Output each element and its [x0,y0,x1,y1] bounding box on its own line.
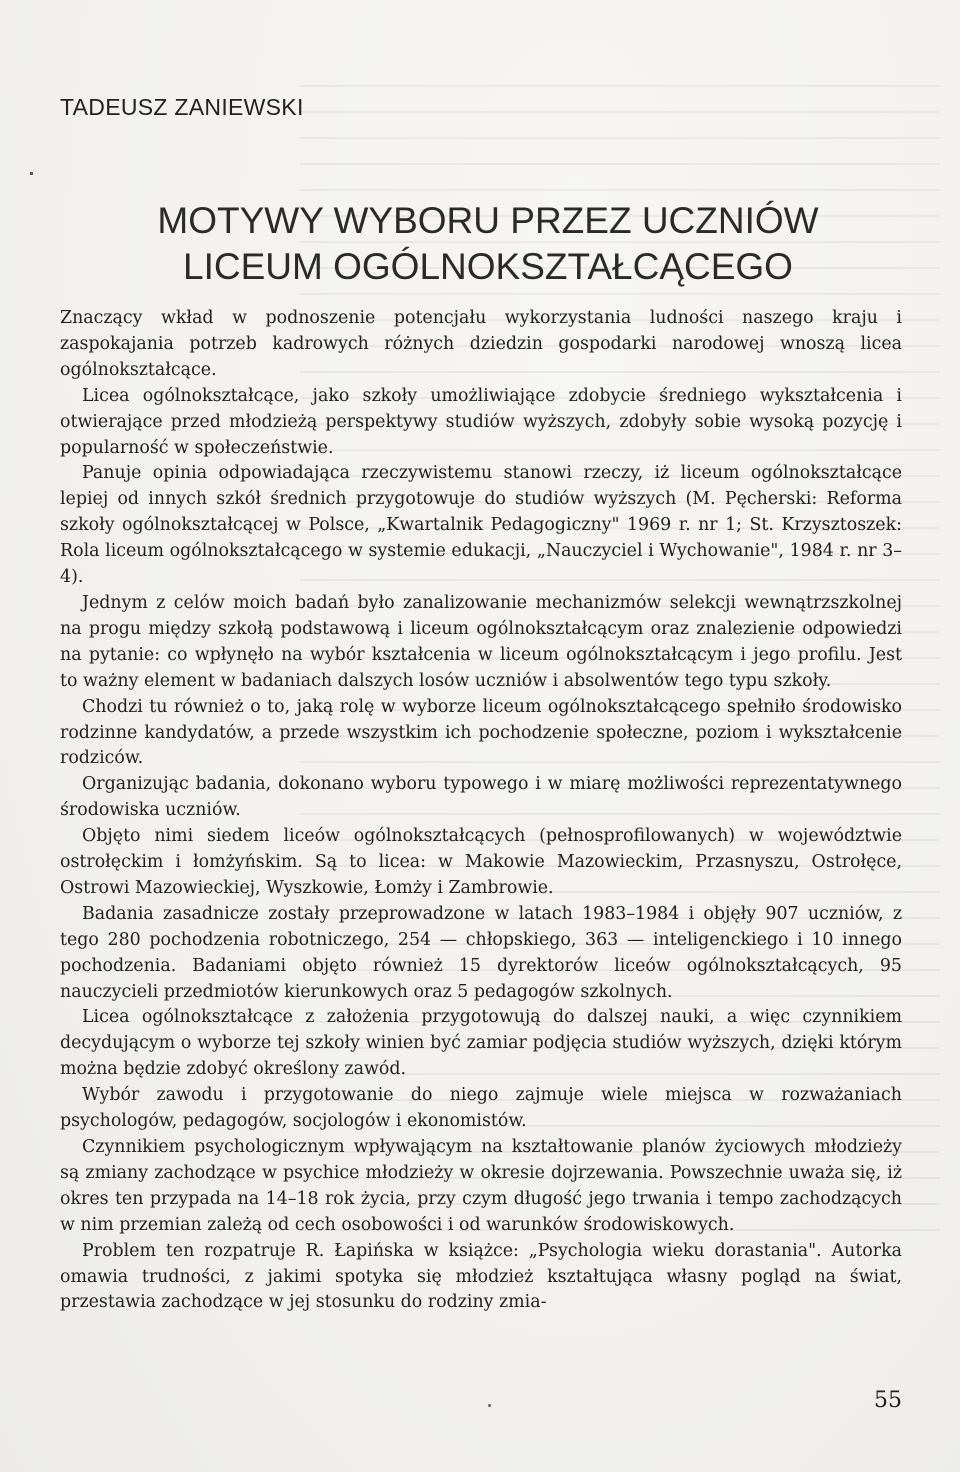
article-body [60,306,902,1316]
scan-mark [30,172,33,175]
paragraph: Licea ogólnokształcące, jako szkoły umożliwiające zdobycie średniego wykształcenia i otwierające przed młodzieżą perspektywy studiów wyższych, zdobyły sobie wysoką pozycję i popularność w społeczeństwie. [60,385,902,458]
paragraph: Objęto nimi siedem liceów ogólnokształcących (pełnosprofilowanych) w województwie ostrołęckim i łomżyńskim. Są to licea: w Makowie Mazowieckim, Przasnyszu, Ostrołęce, Ostrowi Mazowieckiej, Wyszkowie, Łomży i Zambrowie. [60,826,902,898]
paragraph: Organizując badania, dokonano wyboru typowego i w miarę możliwości reprezentatywnego środowiska uczniów. [60,774,902,821]
page-number: 55 [874,1388,902,1413]
author-name: TADEUSZ ZANIEWSKI [60,94,304,120]
article-title-line-2: LICEUM OGÓLNOKSZTAŁCĄCEGO [183,246,793,287]
paragraph: Wybór zawodu i przygotowanie do niego zajmuje wiele miejsca w rozważaniach psychologów, pedagogów, socjologów i ekonomistów. [60,1085,902,1132]
paragraph: Badania zasadnicze zostały przeprowadzone w latach 1983–1984 i objęły 907 uczniów, z tego 280 pochodzenia robotniczego, 254 — chłopskiego, 363 — inteligenckiego i 10 innego pochodzenia. Badaniami objęto również 15 dyrektorów liceów ogólnokształcących, 95 nauczycieli przedmiotów kierunkowych oraz 5 pedagogów szkolnych. [60,903,902,1002]
paragraph: Czynnikiem psychologicznym wpływającym na kształtowanie planów życiowych młodzieży są zmiany zachodzące w psychice młodzieży w okresie dojrzewania. Powszechnie uważa się, iż okres ten przypada na 14–18 rok życia, przy czym długość jego trwania i tempo zachodzących w nim przemian zależą od cech osobowości i od warunków środowiskowych. [60,1137,902,1235]
article-title [108,198,868,290]
article-title-line-1: MOTYWY WYBORU PRZEZ UCZNIÓW [157,200,819,241]
paragraph: Znaczący wkład w podnoszenie potencjału wykorzystania ludności naszego kraju i zaspokajania potrzeb kadrowych różnych dziedzin gospodarki narodowej wnoszą licea ogólnokształcące. [60,308,902,380]
paragraph: Licea ogólnokształcące z założenia przygotowują do dalszej nauki, a więc czynnikiem decydującym o wyborze tej szkoły winien być zamiar podjęcia studiów wyższych, dzięki którym można będzie zdobyć określony zawód. [60,1007,902,1080]
paragraph: Jednym z celów moich badań było zanalizowanie mechanizmów selekcji wewnątrzszkolnej na progu między szkołą podstawową i liceum ogólnokształcącym oraz znalezienie odpowiedzi na pytanie: co wpłynęło na wybór kształcenia w liceum ogólnokształcącym i jego profilu. Jest to ważny element w badaniach dalszych losów uczniów i absolwentów tego typu szkoły. [60,592,902,691]
paragraph: Problem ten rozpatruje R. Łapińska w książce: „Psychologia wieku dorastania". Autorka omawia trudności, z jakimi spotyka się młodzież kształtująca własny pogląd na świat, przestawia zachodzące w jej stosunku do rodziny zmia- [60,1240,902,1313]
paragraph: Chodzi tu również o to, jaką rolę w wyborze liceum ogólnokształcącego spełniło środowisko rodzinne kandydatów, a przede wszystkim ich pochodzenie społeczne, poziom i wykształcenie rodziców. [60,696,902,769]
paragraph: Panuje opinia odpowiadająca rzeczywistemu stanowi rzeczy, iż liceum ogólnokształcące lepiej od innych szkół średnich przygotowuje do studiów wyższych (M. Pęcherski: Reforma szkoły ogólnokształcącej w Polsce, „Kwartalnik Pedagogiczny" 1969 r. nr 1; St. Krzysztoszek: Rola liceum ogólnokształcącego w systemie edukacji, „Nauczyciel i Wychowanie", 1984 r. nr 3–4). [60,463,902,588]
scan-speck [488,1404,491,1407]
